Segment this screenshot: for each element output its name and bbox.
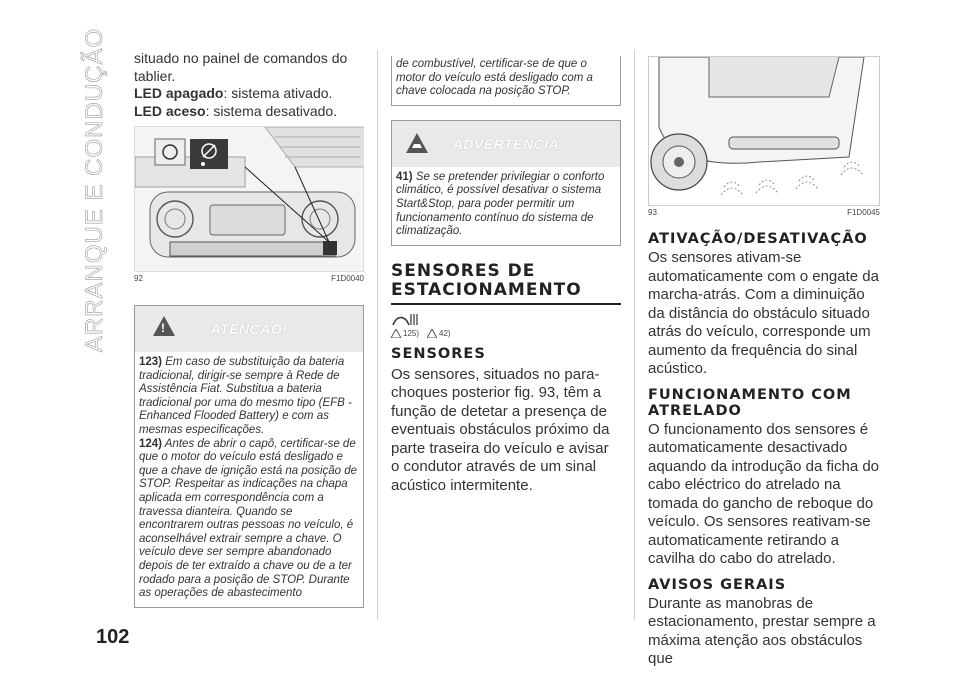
reference-row <box>391 329 621 338</box>
section-heading-sensores: SENSORES <box>391 345 486 362</box>
warning-item-text: Em caso de substituição da bateria tradicional, dirigir-se sempre à Rede de Assistência Fiat. Substitua a bateria tradicional por uma do mesmo tipo (EFB - Enhanced Flooded Battery) e com as mesmas especificações. <box>139 356 352 436</box>
figure-93-caption <box>648 208 880 217</box>
warning-item-number: 124) <box>139 437 163 450</box>
led-on-label: LED aceso <box>134 102 206 119</box>
warning-item-text: Antes de abrir o capô, certificar-se de que o motor do veículo está desligado e que a chave de ignição está na posição de STOP. Respeitar as indicações na chapa aplicada em correspondência com a travessa dianteira. Quando se encontrarem outras pessoas no veículo, é aconselhável extrair sempre a chave. O veículo deve ser sempre abandonado depois de ter extraído a chave ou de a ter rodado para a posição de STOP. Durante as operações de abastecimento <box>139 437 358 600</box>
advertencia-item-text: Se se pretender privilegiar o conforto climático, é possível desativar o sistema Start&Stop, para poder permitir um funcionamento contínuo do sistema de climatização. <box>396 170 605 238</box>
warning-reference <box>391 329 419 338</box>
figure-number: 93 <box>648 208 657 217</box>
column-1 <box>134 50 364 608</box>
advertencia-header <box>392 121 620 167</box>
advertencia-ref-icon <box>427 329 437 338</box>
chapter-side-title: ARRANQUE E CONDUÇÃO <box>81 27 108 353</box>
dashboard-illustration <box>135 127 364 272</box>
rear-car-illustration <box>649 57 880 206</box>
advertencia-box <box>391 120 621 246</box>
warning-item-number: 123) <box>139 356 163 368</box>
figure-code: F1D0040 <box>331 274 364 283</box>
warning-continuation <box>391 56 621 106</box>
warning-continuation-text: de combustível, certificar-se de que o motor do veículo está desligado com a chave colocada na posição STOP. <box>396 58 593 98</box>
reference-icons <box>391 311 621 327</box>
advertencia-item-number: 41) <box>396 170 413 183</box>
section-heading-sensores-estacionamento: SENSORES DE ESTACIONAMENTO <box>391 260 582 300</box>
paragraph: O funcionamento dos sensores é automaticamente desactivado aquando da introdução da ficha do cabo eléctrico do atrelado na tomada do gancho de reboque do veículo. Os sensores reativam-se automaticamente retirando a cavilha do cabo do atrelado. <box>648 420 880 567</box>
section-heading-funcionamento: FUNCIONAMENTO COM ATRELADO <box>648 386 852 419</box>
led-on-text: : sistema desativado. <box>205 102 338 119</box>
paragraph: Os sensores, situados no para-choques posterior fig. 93, têm a função de detetar a presença de eventuais obstáculos próximo da parte traseira do veículo e avisar o condutor através de um sinal acústico intermitente. <box>391 365 610 494</box>
column-3 <box>648 56 880 669</box>
advertencia-text <box>392 167 620 245</box>
advertencia-item <box>396 171 616 239</box>
figure-93-rear-sensors <box>648 56 880 206</box>
advertencia-ref-number: 42) <box>439 328 451 338</box>
led-off-text: : sistema ativado. <box>223 85 333 101</box>
column-divider <box>377 50 378 620</box>
led-off-line <box>134 85 364 103</box>
parking-sensor-icon <box>391 311 421 327</box>
advertencia-title: ADVERTÊNCIA <box>452 135 560 152</box>
column-divider <box>634 50 635 620</box>
page-number: 102 <box>96 626 130 648</box>
warning-ref-number: 125) <box>403 328 420 338</box>
warning-item <box>139 438 359 601</box>
figure-92-caption <box>134 274 364 283</box>
figure-code: F1D0045 <box>847 208 880 217</box>
warning-triangle-icon <box>153 316 175 336</box>
figure-92-dashboard <box>134 126 364 272</box>
warning-box <box>134 305 364 608</box>
heading-rule <box>391 303 621 305</box>
paragraph: Durante as manobras de estacionamento, prestar sempre a máxima atenção aos obstáculos que <box>648 594 876 667</box>
car-warning-icon <box>404 131 430 155</box>
warning-item <box>139 356 359 438</box>
warning-header <box>135 306 363 352</box>
warning-title: ATENÇÃO! <box>210 321 288 337</box>
led-off-label: LED apagado <box>134 85 224 101</box>
warning-text <box>135 352 363 607</box>
paragraph: Os sensores ativam-se automaticamente com o engate da marcha-atrás. Com a diminuição da distância do obstáculo situado atrás do veículo, corresponde um aumento da frequência do sinal acústico. <box>648 249 879 377</box>
advertencia-reference <box>427 329 451 338</box>
figure-number: 92 <box>134 274 143 283</box>
paragraph: situado no painel de comandos do tablier. <box>134 50 348 84</box>
section-heading-ativacao: ATIVAÇÃO/DESATIVAÇÃO <box>648 231 868 247</box>
section-heading-avisos: AVISOS GERAIS <box>648 576 787 593</box>
warning-ref-icon <box>391 329 401 338</box>
column-2 <box>391 56 621 495</box>
led-on-line <box>134 103 364 121</box>
